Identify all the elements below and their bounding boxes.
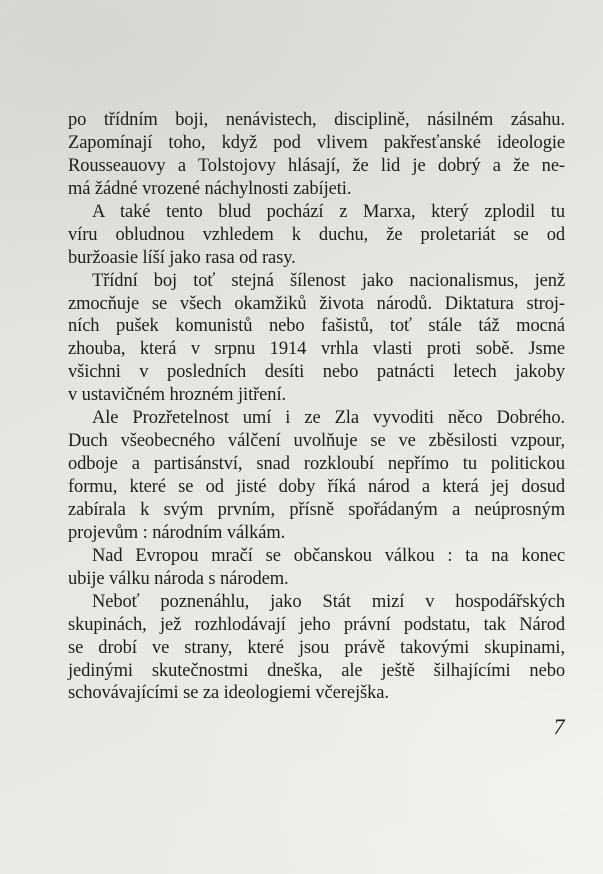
page-text-block xyxy=(68,109,565,705)
text-line: odboje a partisánství, snad rozkloubí nepřímo tu politickou xyxy=(68,454,565,475)
text-line: zhouba, která v srpnu 1914 vrhla vlasti proti sobě. Jsme xyxy=(68,339,565,360)
text-line: po třídním boji, nenávistech, disciplině, násilném zásahu. xyxy=(68,110,565,130)
text-line: se drobí ve strany, které jsou právě takovými skupinami, xyxy=(68,637,565,658)
text-line: jedinými skutečnostmi dneška, ale ještě šilhajícími nebo xyxy=(68,660,565,681)
text-line: formu, které se od jisté doby říká národ a která jej dosud xyxy=(68,477,565,497)
text-line: víru obludnou vzhledem k duchu, že proletariát se od xyxy=(68,224,565,245)
text-line: všichni v posledních desíti nebo patnácti letech jakoby xyxy=(68,362,565,383)
text-line: A také tento blud pochází z Marxa, který zplodil tu xyxy=(92,201,565,222)
text-line: Neboť poznenáhlu, jako Stát mizí v hospodářských xyxy=(92,591,565,612)
text-line: má žádné vrozené náchylnosti zabíjeti. xyxy=(68,178,352,199)
text-line: schovávajícími se za ideologiemi včerejška. xyxy=(68,683,389,704)
text-line: zabírala k svým prvním, přísně spořádaným a neúprosným xyxy=(68,499,565,520)
text-line: ubije válku národa s národem. xyxy=(68,568,289,589)
text-line: Zapomínají toho, když pod vlivem pakřesťanské ideologie xyxy=(68,132,565,153)
text-line: Rousseauovy a Tolstojovy hlásají, že lid je dobrý a že ne- xyxy=(68,155,565,176)
text-line: buržoasie líší jako rasa od rasy. xyxy=(68,247,296,268)
text-line: v ustavičném hrozném jitření. xyxy=(68,385,287,406)
text-line: Třídní boj toť stejná šílenost jako nacionalismus, jenž xyxy=(92,270,565,291)
text-line: Nad Evropou mračí se občanskou válkou : ta na konec xyxy=(92,545,565,566)
text-line: Duch všeobecného válčení uvolňuje se ve zběsilosti vzpour, xyxy=(68,431,565,452)
text-line: zmocňuje se všech okamžiků života národů. Diktatura stroj- xyxy=(68,293,565,314)
text-line: ních pušek komunistů nebo fašistů, toť stále táž mocná xyxy=(68,316,565,337)
page-number: 7 xyxy=(553,714,565,739)
text-line: skupinách, jež rozhlodávají jeho právní podstatu, tak Národ xyxy=(68,614,565,635)
text-line: projevům : národním válkám. xyxy=(68,522,286,543)
text-line: Ale Prozřetelnost umí i ze Zla vyvoditi něco Dobrého. xyxy=(92,408,565,429)
